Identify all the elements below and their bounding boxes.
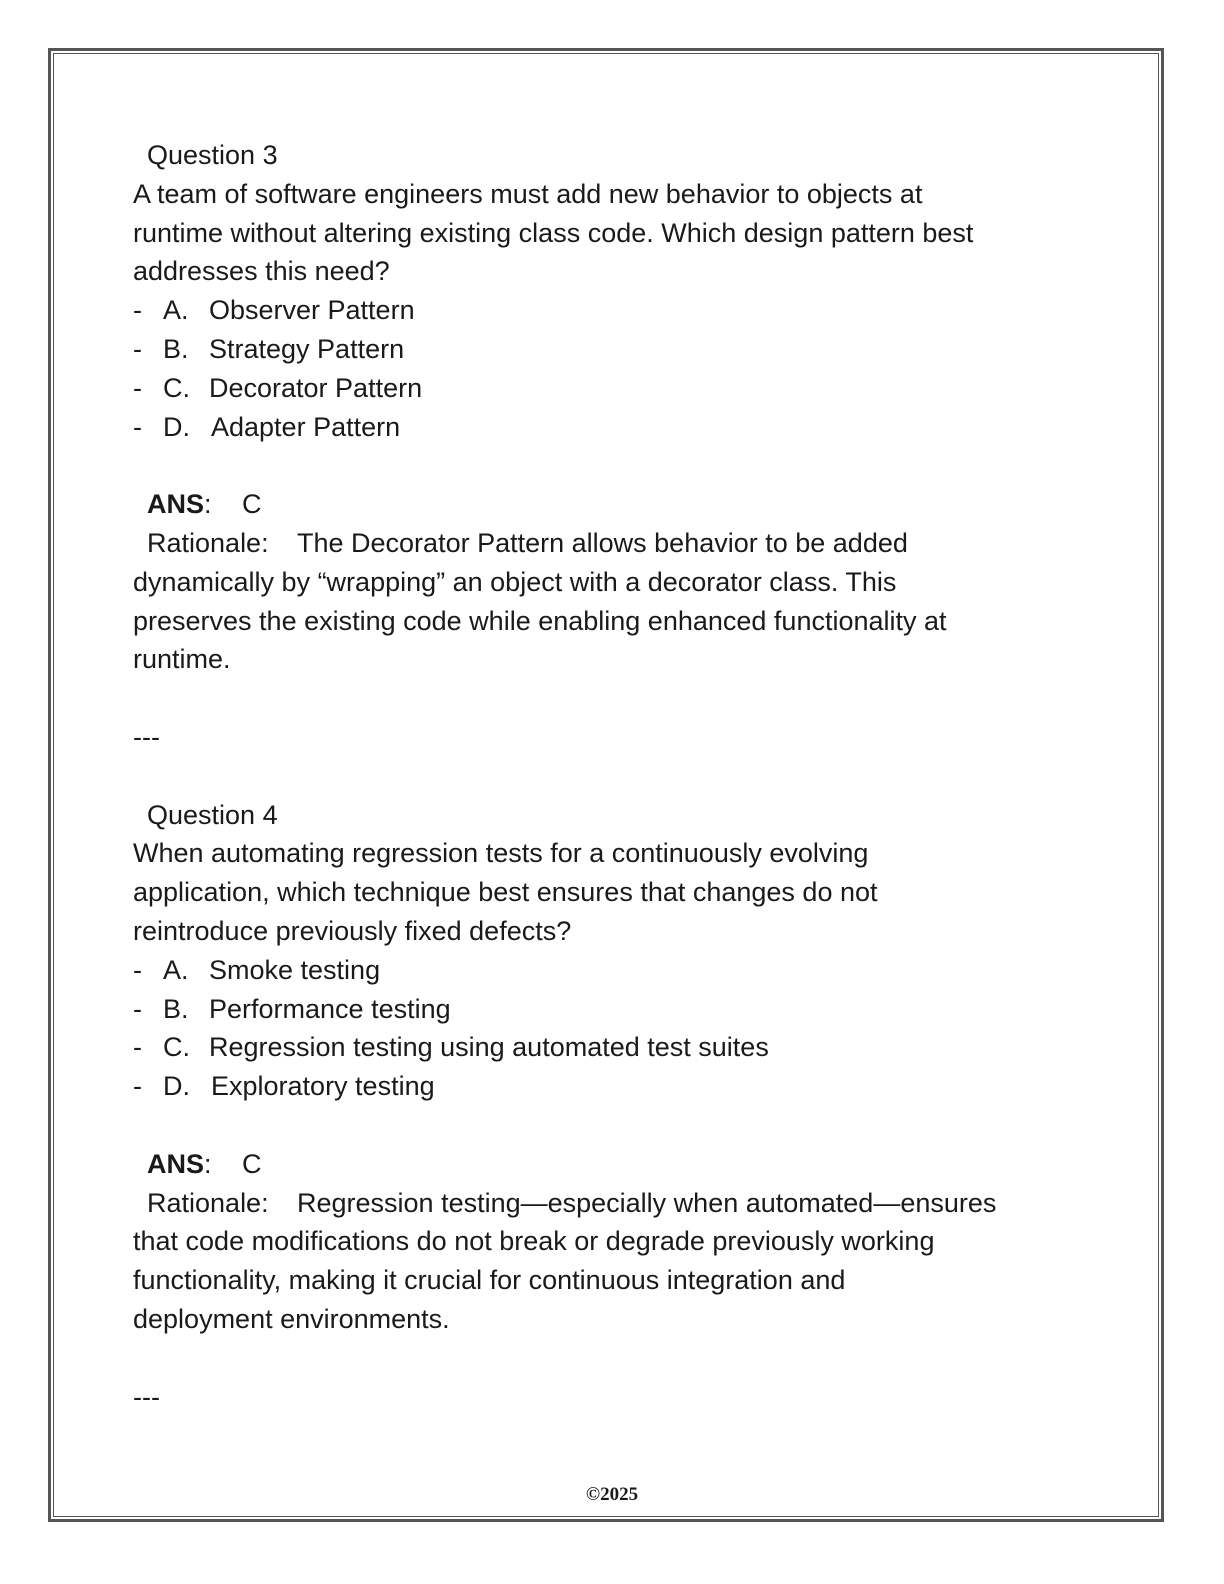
option-letter: A. [163,954,189,985]
question-stem-line: application, which technique best ensures that changes do not [133,877,878,908]
option-text: Exploratory testing [211,1071,435,1102]
question-heading: Question 3 [147,140,278,170]
question-block [133,796,1073,1417]
section-separator: --- [133,721,160,752]
rationale-text: that code modifications do not break or degrade previously working [133,1226,935,1257]
bullet-dash: - [133,333,142,364]
option-b [133,330,1073,369]
option-text: Strategy Pattern [209,333,405,364]
answer-value: C [242,489,262,520]
spacer [133,757,1073,796]
rationale-text: The Decorator Pattern allows behavior to be added [297,527,908,558]
option-b [133,990,1073,1029]
rationale-text: deployment environments. [133,1303,450,1334]
bullet-dash: - [133,372,142,403]
option-letter: D. [163,411,190,442]
option-c [133,1028,1073,1067]
rationale-label: Rationale: [147,527,269,558]
option-text: Adapter Pattern [211,411,401,442]
rationale-line [133,1184,1073,1223]
option-letter: B. [163,333,189,364]
rationale-text: preserves the existing code while enabling enhanced functionality at [133,605,947,636]
question-stem-line: When automating regression tests for a continuously evolving [133,838,869,869]
bullet-dash: - [133,411,142,442]
question-stem-line: runtime without altering existing class code. Which design pattern best [133,217,974,248]
option-a [133,951,1073,990]
question-block [133,136,1073,796]
spacer [133,679,1073,718]
option-d [133,1067,1073,1106]
bullet-dash: - [133,954,142,985]
answer-line [133,1145,1073,1184]
answer-value: C [242,1148,262,1179]
question-heading: Question 4 [147,799,278,830]
option-letter: D. [163,1071,190,1102]
copyright-footer: ©2025 [585,1484,639,1505]
question-stem-line: reintroduce previously fixed defects? [133,915,572,946]
page-content [133,136,1073,1416]
spacer [133,446,1073,485]
option-c [133,369,1073,408]
rationale-text: dynamically by “wrapping” an object with a decorator class. This [133,566,897,597]
answer-colon: : [204,1148,212,1179]
rationale-text: runtime. [133,644,231,675]
section-separator: --- [133,1381,160,1412]
option-letter: B. [163,993,189,1024]
answer-line [133,485,1073,524]
rationale-line [133,524,1073,563]
option-text: Smoke testing [209,954,381,985]
option-letter: C. [163,372,190,403]
spacer [133,1106,1073,1145]
rationale-text: Regression testing—especially when automated—ensures [297,1187,997,1218]
bullet-dash: - [133,295,142,326]
option-text: Decorator Pattern [209,372,423,403]
answer-label: ANS [147,489,205,520]
spacer [133,1339,1073,1378]
option-text: Regression testing using automated test suites [209,1032,769,1063]
rationale-label: Rationale: [147,1187,269,1218]
bullet-dash: - [133,1071,142,1102]
option-text: Performance testing [209,993,451,1024]
option-letter: C. [163,1032,190,1063]
answer-label: ANS [147,1148,205,1179]
option-a [133,291,1073,330]
option-d [133,408,1073,447]
option-text: Observer Pattern [209,295,415,326]
question-stem-line: A team of software engineers must add new behavior to objects at [133,178,923,209]
bullet-dash: - [133,1032,142,1063]
bullet-dash: - [133,993,142,1024]
rationale-text: functionality, making it crucial for continuous integration and [133,1265,846,1296]
option-letter: A. [163,295,189,326]
answer-colon: : [204,489,212,520]
question-stem-line: addresses this need? [133,256,390,287]
